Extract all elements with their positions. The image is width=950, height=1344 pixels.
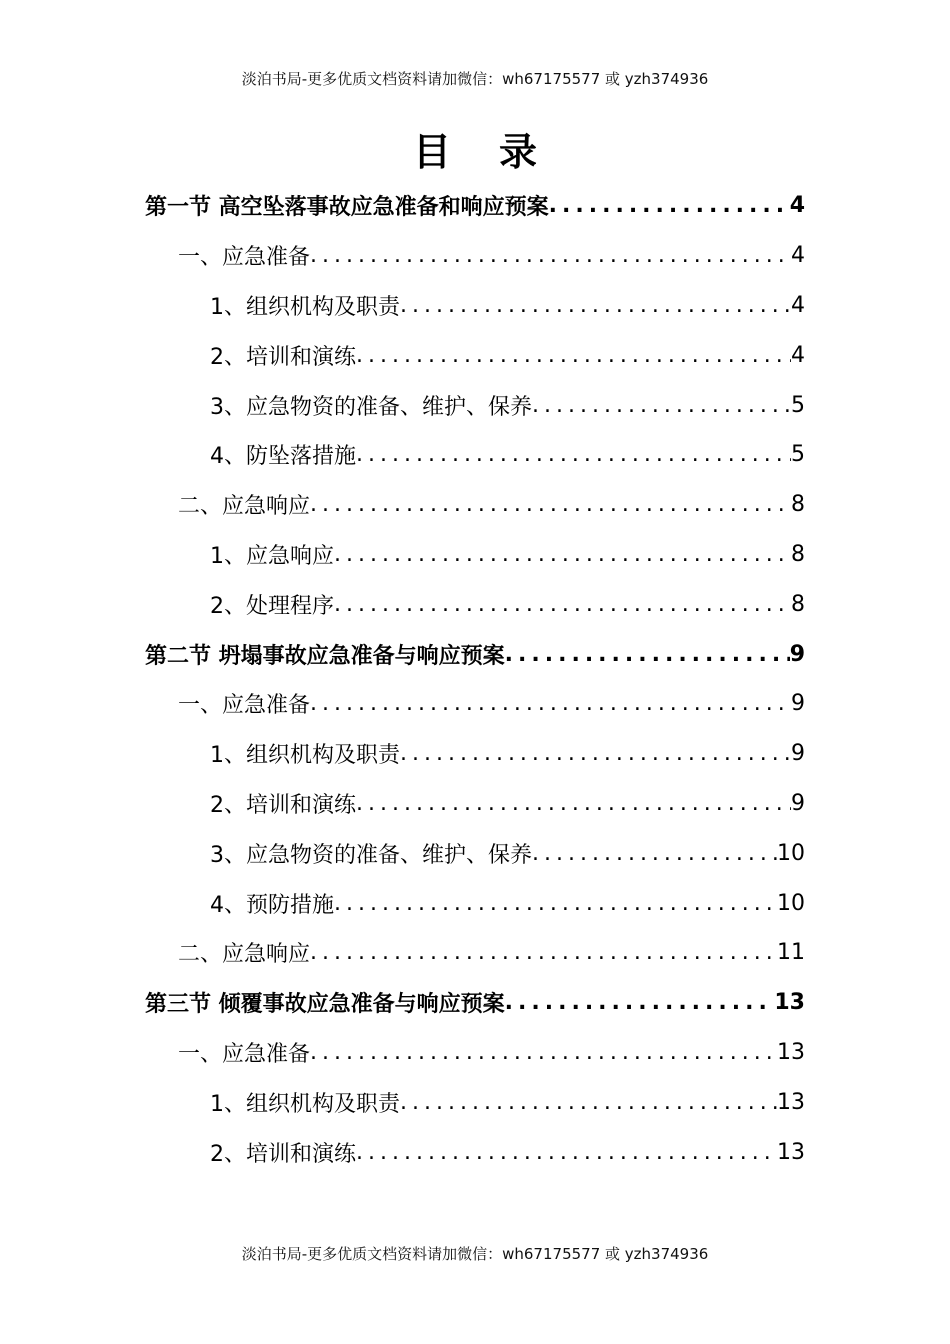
dot-leader bbox=[334, 592, 791, 617]
dot-leader bbox=[310, 492, 791, 517]
toc-entry[interactable] bbox=[0, 281, 950, 331]
toc-entry[interactable] bbox=[0, 779, 950, 829]
toc-entry-label: 2、培训和演练 bbox=[210, 344, 356, 370]
toc-entry-label: 一、应急准备 bbox=[178, 245, 311, 271]
toc-entry-label: 二、应急响应 bbox=[178, 494, 311, 520]
toc-entry[interactable] bbox=[0, 430, 950, 480]
toc-entry-page: 5 bbox=[791, 442, 805, 468]
toc-entry-label: 1、组织机构及职责 bbox=[210, 1091, 400, 1117]
toc-entry[interactable] bbox=[0, 579, 950, 629]
dot-leader bbox=[505, 642, 790, 667]
dot-leader bbox=[356, 791, 791, 816]
toc-entry[interactable] bbox=[0, 978, 950, 1028]
toc-entry-page: 8 bbox=[791, 541, 805, 567]
toc-entry-label: 3、应急物资的准备、维护、保养 bbox=[210, 842, 532, 868]
toc-entry-page: 8 bbox=[791, 591, 805, 617]
toc-entry[interactable] bbox=[0, 629, 950, 679]
toc-entry-label: 2、处理程序 bbox=[210, 593, 334, 619]
toc-entry-label: 一、应急准备 bbox=[178, 1041, 311, 1067]
toc-entry-page: 13 bbox=[777, 1039, 805, 1065]
toc-entry-label: 2、培训和演练 bbox=[210, 1141, 356, 1167]
toc-entry-page: 4 bbox=[791, 243, 805, 269]
toc-entry[interactable] bbox=[0, 878, 950, 928]
toc-entry[interactable] bbox=[0, 480, 950, 530]
dot-leader bbox=[356, 343, 791, 368]
toc-entry-page: 4 bbox=[791, 292, 805, 318]
toc-entry-page: 13 bbox=[774, 990, 805, 1016]
toc-entry-label: 1、组织机构及职责 bbox=[210, 743, 400, 769]
toc-entry[interactable] bbox=[0, 231, 950, 281]
toc-entry-label: 2、培训和演练 bbox=[210, 792, 356, 818]
header-watermark: 淡泊书局-更多优质文档资料请加微信：wh67175577 或 yzh374936 bbox=[241, 70, 709, 88]
toc-entry-page: 9 bbox=[789, 641, 805, 667]
toc-entry[interactable] bbox=[0, 928, 950, 978]
dot-leader bbox=[532, 393, 791, 418]
toc-entry[interactable] bbox=[0, 380, 950, 430]
toc-entry-page: 4 bbox=[791, 342, 805, 368]
toc-entry-page: 4 bbox=[789, 193, 805, 219]
toc-entry-label: 1、应急响应 bbox=[210, 543, 334, 569]
dot-leader bbox=[334, 542, 791, 567]
toc-entry-label: 1、组织机构及职责 bbox=[210, 294, 400, 320]
toc-entry-page: 9 bbox=[791, 741, 805, 767]
toc-entry-label: 4、预防措施 bbox=[210, 892, 334, 918]
toc-entry[interactable] bbox=[0, 181, 950, 231]
dot-leader bbox=[532, 841, 777, 866]
toc-entry-page: 9 bbox=[791, 790, 805, 816]
toc-entry-page: 10 bbox=[777, 890, 805, 916]
toc-entry[interactable] bbox=[0, 729, 950, 779]
dot-leader bbox=[400, 1090, 777, 1115]
toc-entry[interactable] bbox=[0, 330, 950, 380]
toc-entry-page: 9 bbox=[791, 691, 805, 717]
toc-entry-label: 一、应急准备 bbox=[178, 693, 311, 719]
toc-entry-page: 11 bbox=[777, 940, 805, 966]
toc-entry-label: 4、防坠落措施 bbox=[210, 444, 356, 470]
toc-entry[interactable] bbox=[0, 530, 950, 580]
toc-entry-page: 10 bbox=[777, 840, 805, 866]
dot-leader bbox=[334, 891, 777, 916]
toc-entry-label: 第二节 坍塌事故应急准备与响应预案 bbox=[145, 643, 505, 669]
dot-leader bbox=[310, 243, 791, 268]
toc-entry-page: 5 bbox=[791, 392, 805, 418]
dot-leader bbox=[356, 1140, 777, 1165]
toc-entry-label: 3、应急物资的准备、维护、保养 bbox=[210, 394, 532, 420]
toc-entry[interactable] bbox=[0, 1077, 950, 1127]
dot-leader bbox=[310, 691, 791, 716]
toc-entry[interactable] bbox=[0, 679, 950, 729]
toc-entry-label: 二、应急响应 bbox=[178, 942, 311, 968]
toc-entry[interactable] bbox=[0, 1028, 950, 1078]
toc-entry-page: 8 bbox=[791, 492, 805, 518]
page-title: 目录 bbox=[412, 130, 585, 174]
dot-leader bbox=[400, 741, 791, 766]
table-of-contents bbox=[0, 181, 950, 1177]
toc-entry[interactable] bbox=[0, 1127, 950, 1177]
toc-entry-label: 第三节 倾覆事故应急准备与响应预案 bbox=[145, 992, 505, 1018]
dot-leader bbox=[356, 442, 791, 467]
dot-leader bbox=[505, 990, 775, 1015]
toc-entry-label: 第一节 高空坠落事故应急准备和响应预案 bbox=[145, 195, 549, 221]
footer-watermark: 淡泊书局-更多优质文档资料请加微信：wh67175577 或 yzh374936 bbox=[241, 1245, 709, 1263]
toc-entry-page: 13 bbox=[777, 1089, 805, 1115]
dot-leader bbox=[549, 193, 790, 218]
toc-entry-page: 13 bbox=[777, 1139, 805, 1165]
dot-leader bbox=[400, 293, 791, 318]
dot-leader bbox=[310, 940, 777, 965]
dot-leader bbox=[310, 1040, 777, 1065]
toc-entry[interactable] bbox=[0, 828, 950, 878]
